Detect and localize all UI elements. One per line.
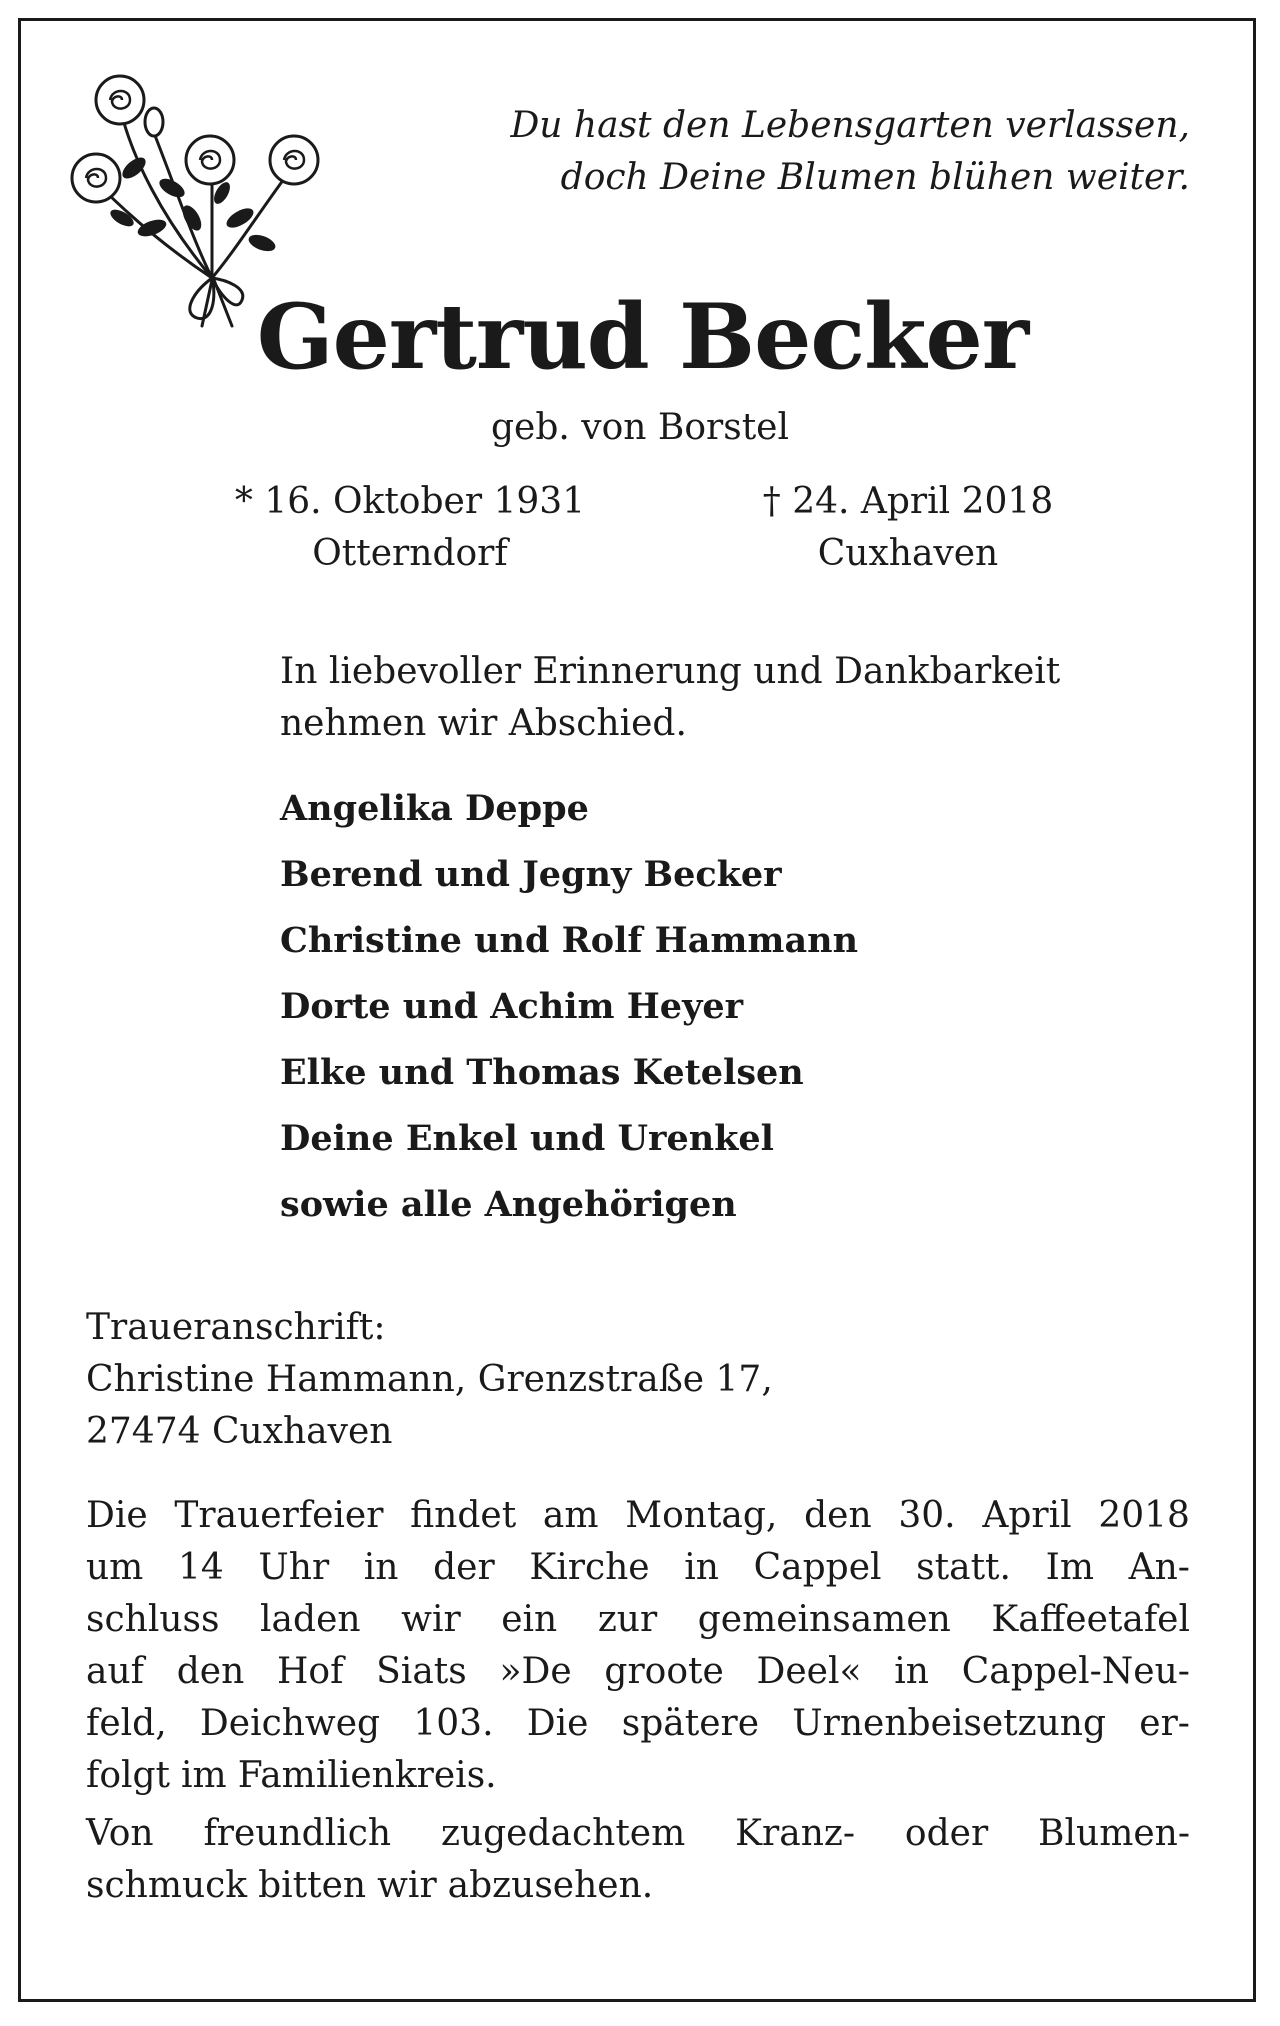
- birth-name: geb. von Borstel: [490, 407, 790, 448]
- flowers-paragraph: [86, 1808, 1190, 1912]
- mourner: Christine und Rolf Hammann: [280, 920, 859, 961]
- address-line: Traueranschrift:: [86, 1307, 386, 1348]
- mourning-address: [86, 1302, 773, 1458]
- deceased-name: Gertrud Becker: [256, 284, 1029, 390]
- death-date: † 24. April 2018: [762, 481, 1054, 522]
- motto: [510, 100, 1190, 204]
- mourner: sowie alle Angehörigen: [280, 1184, 737, 1225]
- motto-line: Du hast den Lebensgarten verlassen,: [510, 105, 1190, 146]
- mourner: Angelika Deppe: [280, 788, 589, 829]
- paragraph-line: Von freundlich zugedachtem Kranz- oder Blumen-: [86, 1813, 1190, 1854]
- address-line: 27474 Cuxhaven: [86, 1411, 393, 1452]
- intro-line: In liebevoller Erinnerung und Dankbarkeit: [280, 651, 1061, 692]
- death-place: Cuxhaven: [817, 533, 999, 574]
- mourner: Dorte und Achim Heyer: [280, 986, 744, 1027]
- address-line: Christine Hammann, Grenzstraße 17,: [86, 1359, 773, 1400]
- mourner: Berend und Jegny Becker: [280, 854, 782, 895]
- intro-text: [280, 646, 1060, 750]
- birth-date: * 16. Oktober 1931: [234, 481, 586, 522]
- mourner: Deine Enkel und Urenkel: [280, 1118, 774, 1159]
- paragraph-line: Die Trauerfeier findet am Montag, den 30. April 2018: [86, 1495, 1190, 1536]
- death-info: [708, 476, 1108, 580]
- motto-line: doch Deine Blumen blühen weiter.: [560, 157, 1190, 198]
- intro-line: nehmen wir Abschied.: [280, 703, 687, 744]
- paragraph-line: auf den Hof Siats »De groote Deel« in Cappel-Neu-: [86, 1651, 1190, 1692]
- paragraph-line: feld, Deichweg 103. Die spätere Urnenbeisetzung er-: [86, 1703, 1190, 1744]
- mourners-list: [280, 776, 858, 1238]
- paragraph-line: folgt im Familienkreis.: [86, 1755, 497, 1796]
- birth-place: Otterndorf: [312, 533, 508, 574]
- paragraph-line: schluss laden wir ein zur gemeinsamen Kaffeetafel: [86, 1599, 1190, 1640]
- service-paragraph: [86, 1490, 1190, 1802]
- mourner: Elke und Thomas Ketelsen: [280, 1052, 804, 1093]
- birth-info: [190, 476, 630, 580]
- paragraph-line: um 14 Uhr in der Kirche in Cappel statt. Im An-: [86, 1547, 1190, 1588]
- paragraph-line: schmuck bitten wir abzusehen.: [86, 1865, 654, 1906]
